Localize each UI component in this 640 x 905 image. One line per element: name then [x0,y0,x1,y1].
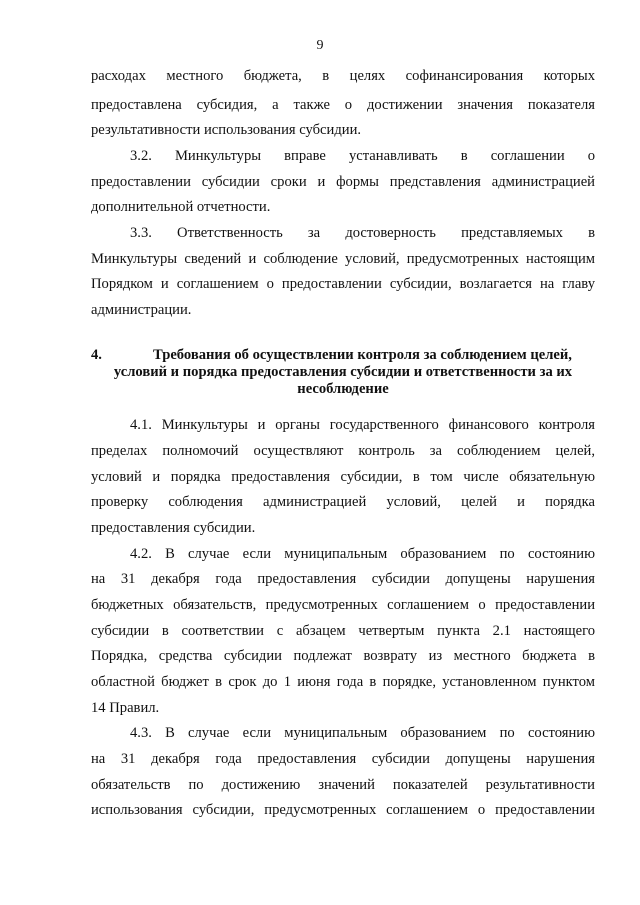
paragraph-line: 3.2. Минкультуры вправе устанавливать в соглашении о [130,148,595,164]
section-heading: условий и порядка предоставления субсидии и ответственности за их [113,364,573,380]
paragraph-line: Порядком и соглашением о предоставлении субсидии, возлагается на главу [91,276,595,292]
paragraph-line: Минкультуры сведений и соблюдение условий, предусмотренных настоящим [91,251,595,267]
paragraph-line: 4.1. Минкультуры и органы государственного финансового контроля [130,417,595,433]
paragraph-line: на 31 декабря года предоставления субсидии допущены нарушения [91,751,595,767]
paragraph-line: 4.2. В случае если муниципальным образованием по состоянию [130,546,595,562]
paragraph-line: результативности использования субсидии. [91,122,362,138]
paragraph-line: проверку соблюдения администрацией условий, целей и порядка [91,494,595,510]
paragraph-line: пределах полномочий осуществляют контроль за соблюдением целей, [91,443,595,459]
section-heading: Требования об осуществлении контроля за соблюдением целей, [153,347,572,363]
section-heading: несоблюдение [297,381,389,397]
paragraph-line: расходах местного бюджета, в целях софинансирования которых [91,68,595,84]
paragraph-line: администрации. [91,302,192,318]
section-number: 4. [91,347,102,363]
paragraph-line: условий и порядка предоставления субсидии, в том числе обязательную [91,469,595,485]
paragraph-line: дополнительной отчетности. [91,199,271,215]
paragraph-line: областной бюджет в срок до 1 июня года в порядке, установленном пунктом [91,674,595,690]
paragraph-line: Порядка, средства субсидии подлежат возврату из местного бюджета в [91,648,595,664]
paragraph-line: 4.3. В случае если муниципальным образованием по состоянию [130,725,595,741]
paragraph-line: субсидии в соответствии с абзацем четвертым пункта 2.1 настоящего [91,623,595,639]
paragraph-line: бюджетных обязательств, предусмотренных соглашением о предоставлении [91,597,595,613]
paragraph-line: использования субсидии, предусмотренных соглашением о предоставлении [91,802,595,818]
paragraph-line: на 31 декабря года предоставления субсидии допущены нарушения [91,571,595,587]
page-number: 9 [316,38,324,53]
paragraph-line: предоставления субсидии. [91,520,256,536]
paragraph-line: предоставлении субсидии сроки и формы представления администрацией [91,174,595,190]
paragraph-line: 14 Правил. [91,700,160,716]
paragraph-line: 3.3. Ответственность за достоверность представляемых в [130,225,595,241]
paragraph-line: обязательств по достижению значений показателей результативности [91,777,595,793]
paragraph-line: предоставлена субсидия, а также о достижении значения показателя [91,97,595,113]
